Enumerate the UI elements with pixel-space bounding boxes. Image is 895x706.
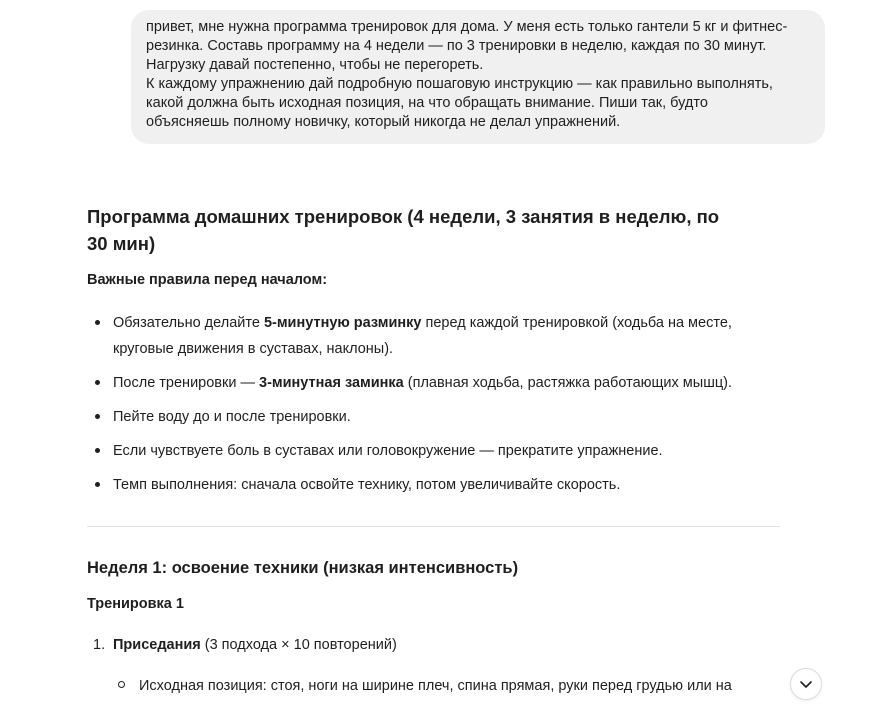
rule-text: Если чувствуете боль в суставах или головокружение — прекратите упражнение. [113,443,663,459]
user-message-line: привет, мне нужна программа тренировок для дома. У меня есть только гантели 5 кг и фитнес- [146,19,788,35]
answer-title-line1: Программа домашних тренировок (4 недели, 3 занятия в неделю, по [87,206,720,227]
rule-text: круговые движения в суставах, наклоны). [113,341,394,357]
rule-bold-text: 3-минутная заминка [259,375,404,391]
user-message-line: резинка. Составь программу на 4 недели — по 3 тренировки в неделю, каждая по 30 минут. [146,38,767,54]
exercise-details: (3 подхода × 10 повторений) [200,637,397,653]
rules-list [87,310,777,506]
user-message-line: К каждому упражнению дай подробную пошаговую инструкцию — как правильно выполнять, [146,76,773,92]
list-item [87,472,777,506]
chevron-down-icon [798,676,814,692]
exercise-item [93,634,397,656]
week1-heading: Неделя 1: освоение техники (низкая интенсивность) [87,559,519,577]
answer-title-line2: 30 мин) [87,233,156,254]
user-message-line: какой должна быть исходная позиция, на что обращать внимание. Пиши так, будто [146,95,708,111]
rule-text: перед каждой тренировкой (ходьба на месте, [421,315,732,331]
list-item [87,370,777,404]
circle-bullet-icon [118,681,125,688]
exercise-step-text: Исходная позиция: стоя, ноги на ширине плеч, спина прямая, руки перед грудью или на [139,678,732,694]
workout1-heading: Тренировка 1 [87,596,184,612]
section-divider [87,526,780,527]
rule-text: (плавная ходьба, растяжка работающих мышц). [403,375,732,391]
list-item [87,438,777,472]
rule-text: Обязательно делайте [113,315,264,331]
list-item [87,310,777,370]
exercise-step [118,675,732,697]
rules-heading: Важные правила перед началом: [87,272,328,288]
rule-bold-text: 5-минутную разминку [263,315,422,331]
rule-text: Темп выполнения: сначала освойте технику, потом увеличивайте скорость. [113,477,621,493]
user-message-line: объясняешь полному новичку, который никогда не делал упражнений. [146,114,621,130]
user-message-line: Нагрузку давай постепенно, чтобы не перегореть. [146,57,484,73]
user-message-bubble [131,10,825,144]
rule-text: После тренировки — [113,375,259,391]
exercise-number: 1. [93,637,106,653]
scroll-down-button[interactable] [790,668,822,700]
exercise-name: Приседания [113,637,201,653]
rule-text: Пейте воду до и после тренировки. [113,409,351,425]
answer-title [87,203,767,257]
list-item [87,404,777,438]
